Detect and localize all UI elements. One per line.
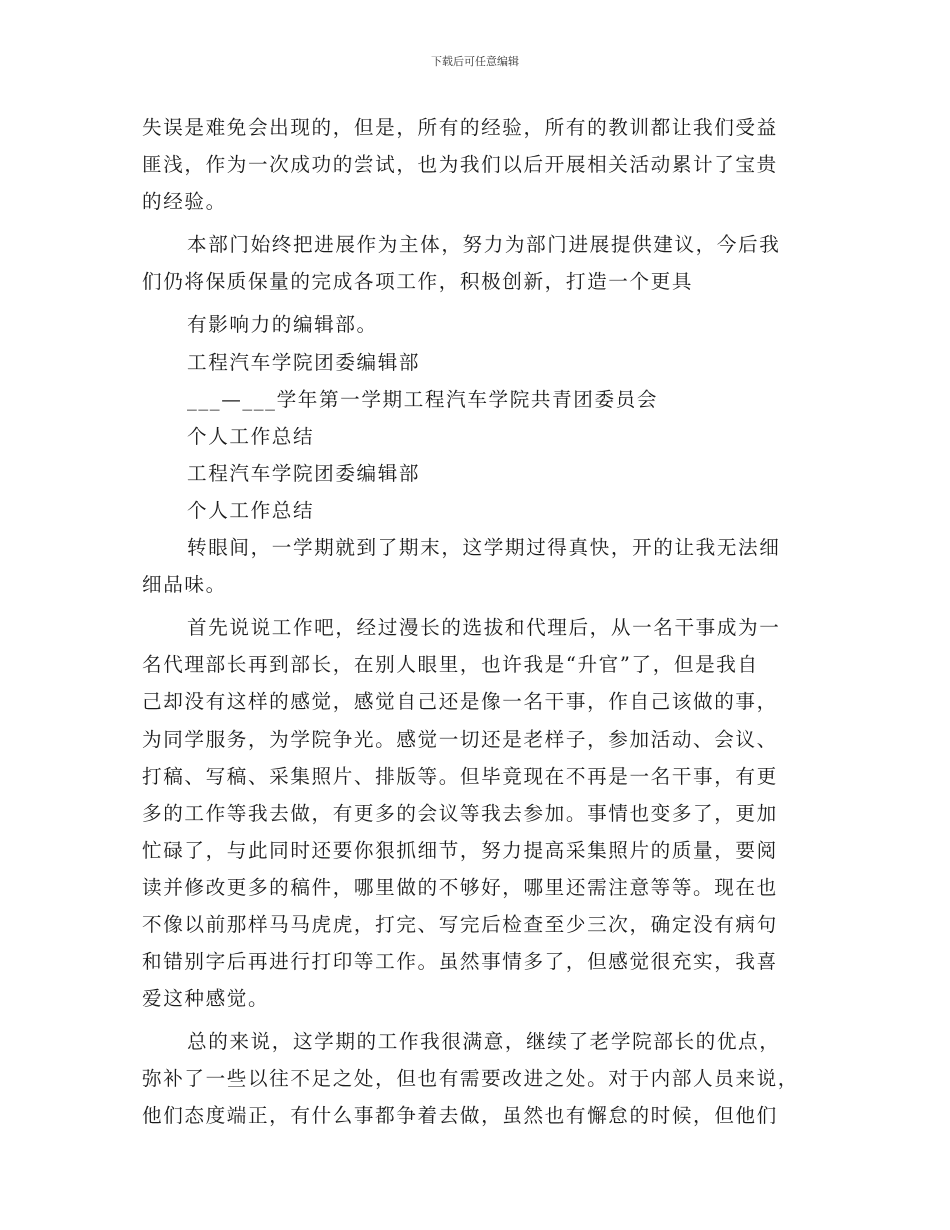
text-line: 打稿、写稿、采集照片、排版等。但毕竟现在不再是一名干事，有更: [142, 764, 778, 788]
text-line: 为同学服务，为学院争光。感觉一切还是老样子，参加活动、会议、: [142, 727, 778, 751]
page-header: 下载后可任意编辑: [431, 55, 519, 68]
text-line: 多的工作等我去做，有更多的会议等我去参加。事情也变多了，更加: [142, 801, 778, 825]
text-line: 不像以前那样马马虎虎，打完、写完后检查至少三次，确定没有病句: [142, 912, 778, 936]
text-line: 爱这种感觉。: [142, 987, 270, 1011]
document-body: [142, 109, 842, 1135]
text-line: 己却没有这样的感觉，感觉自己还是像一名干事，作自己该做的事，: [142, 690, 778, 714]
text-line: 工程汽车学院团委编辑部: [187, 461, 421, 485]
text-line: 有影响力的编辑部。: [187, 313, 378, 337]
text-line: 的经验。: [142, 190, 227, 214]
text-line: 他们态度端正，有什么事都争着去做，虽然也有懈怠的时候，但他们: [142, 1104, 778, 1128]
text-line: 弥补了一些以往不足之处，但也有需要改进之处。对于内部人员来说，: [142, 1067, 800, 1091]
text-line: 失误是难免会出现的，但是，所有的经验，所有的教训都让我们受益: [142, 116, 778, 139]
text-line: 忙碌了，与此同时还要你狠抓细节，努力提高采集照片的质量，要阅: [142, 838, 778, 862]
text-line: 读并修改更多的稿件，哪里做的不够好，哪里还需注意等等。现在也: [142, 875, 778, 899]
text-line: 本部门始终把进展作为主体，努力为部门进展提供建议，今后我: [187, 233, 781, 257]
text-line: 匪浅，作为一次成功的尝试，也为我们以后开展相关活动累计了宝贵: [142, 153, 778, 177]
text-line: 名代理部长再到部长，在别人眼里，也许我是“升官”了，但是我自: [142, 653, 759, 677]
text-line: 细品味。: [142, 573, 227, 597]
text-line: 工程汽车学院团委编辑部: [187, 350, 421, 374]
text-line: 首先说说工作吧，经过漫长的选拔和代理后，从一名干事成为一: [187, 616, 781, 640]
text-line: 转眼间，一学期就到了期末，这学期过得真快，开的让我无法细: [187, 536, 781, 560]
text-line: 和错别字后再进行打印等工作。虽然事情多了，但感觉很充实，我喜: [142, 950, 778, 974]
text-line: 们仍将保质保量的完成各项工作，积极创新，打造一个更具: [142, 270, 694, 294]
text-line: ___—___学年第一学期工程汽车学院共青团委员会: [187, 387, 659, 411]
text-line: 个人工作总结: [187, 424, 315, 448]
text-line: 总的来说，这学期的工作我很满意，继续了老学院部长的优点，: [187, 1030, 781, 1054]
text-line: 个人工作总结: [187, 498, 315, 522]
